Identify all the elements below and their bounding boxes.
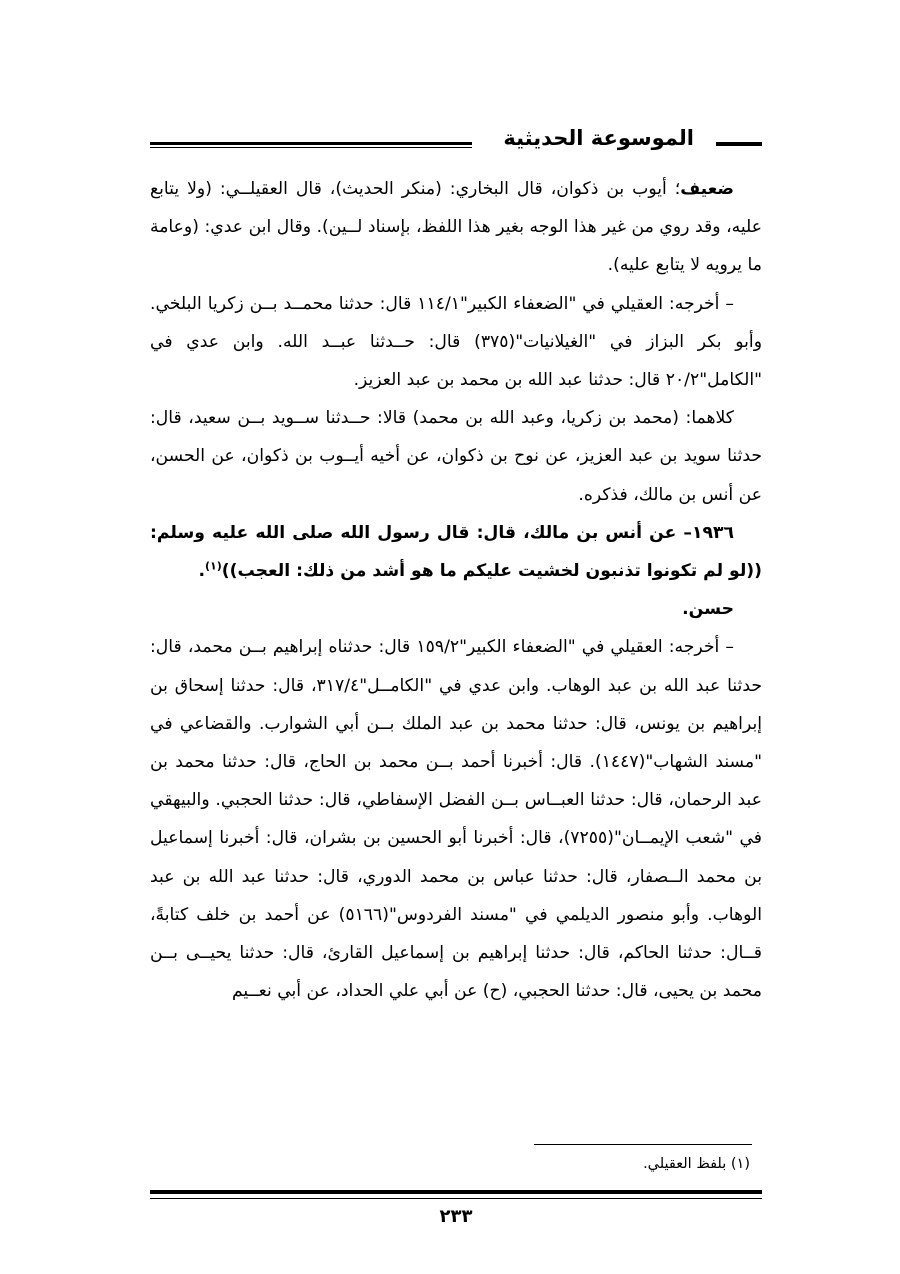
- footer-rule: [150, 1190, 762, 1194]
- header-title: الموسوعة الحديثية: [497, 126, 700, 150]
- hadith-text: [150, 514, 762, 590]
- page-number: ٢٣٣: [439, 1206, 473, 1227]
- paragraph-grading: [150, 170, 762, 285]
- footnote-separator: [534, 1144, 752, 1145]
- footnote-ref[interactable]: (١): [204, 559, 222, 573]
- hadith-grade: حسن.: [682, 599, 734, 620]
- header-rule-thin: [150, 147, 472, 148]
- paragraph-takhrij-1: – أخرجه: العقيلي في "الضعفاء الكبير"١١٤/١ قال: حدثنا محمــد بــن زكريا البلخي. وأبو بكر البزاز في "الغيلانيات"(٣٧٥) قال: حــدثنا عبــد الله. وابن عدي في "الكامل"٢٠/٢ قال: حدثنا عبد الله بن محمد بن عبد العزيز.: [150, 293, 762, 391]
- header-rule-short: [716, 142, 762, 146]
- main-text: [150, 170, 762, 1010]
- footer-rule-thin: [150, 1198, 762, 1199]
- grade-label: ضعيف: [680, 179, 734, 199]
- paragraph-isnad: كلاهما: (محمد بن زكريا، وعبد الله بن محمد) قالا: حــدثنا ســويد بــن سعيد، قال: حدثنا سويد بن عبد العزيز، عن نوح بن ذكوان، عن أخيه أيــوب بن ذكوان، عن الحسن، عن أنس بن مالك، فذكره.: [150, 408, 762, 505]
- running-header: [150, 122, 762, 162]
- header-rule: [150, 142, 472, 145]
- grade-explanation: ؛ أيوب بن ذكوان، قال البخاري: (منكر الحديث)، قال العقيلــي: (ولا يتابع عليه، وقد روي من غير هذا الوجه بغير هذا اللفظ، بإسناد لــين). وقال ابن عدي: (وعامة ما يرويه لا يتابع عليه).: [150, 179, 762, 276]
- hadith-end: .: [198, 561, 205, 582]
- hadith-matn: ١٩٣٦– عن أنس بن مالك، قال: قال رسول الله صلى الله عليه وسلم: ((لو لم تكونوا تذنبون لخشيت عليكم ما هو أشد من ذلك: العجب)): [150, 522, 762, 582]
- footnote: (١) بلفظ العقيلي.: [643, 1156, 750, 1172]
- paragraph-takhrij-2: – أخرجه: العقيلي في "الضعفاء الكبير"١٥٩/٢ قال: حدثناه إبراهيم بــن محمد، قال: حدثنا عبد الله بن عبد الوهاب. وابن عدي في "الكامــل"٣١٧/٤، قال: حدثنا إسحاق بن إبراهيم بن يونس، قال: حدثنا محمد بن عبد الملك بــن أبي الشوارب. والقضاعي في "مسند الشهاب"(١٤٤٧). قال: أخبرنا أحمد بــن محمد بن الحاج، قال: حدثنا محمد بن عبد الرحمان، قال: حدثنا العبــاس بــن الفضل الإسفاطي، قال: حدثنا الحجبي. والبيهقي في "شعب الإيمــان"(٧٢٥٥)، قال: أخبرنا أبو الحسين بن بشران، قال: أخبرنا إسماعيل بن محمد الــصفار، قال: حدثنا عباس بن محمد الدوري، قال: حدثنا عبد الله بن عبد الوهاب. وأبو منصور الديلمي في "مسند الفردوس"(٥١٦٦) عن أحمد بن خلف كتابةً، قــال: حدثنا الحاكم، قال: حدثنا إبراهيم بن إسماعيل القارئ، قال: حدثنا يحيــى بــن محمد بن يحيى، قال: حدثنا الحجبي، (ح) عن أبي علي الحداد، عن أبي نعــيم: [150, 637, 762, 1002]
